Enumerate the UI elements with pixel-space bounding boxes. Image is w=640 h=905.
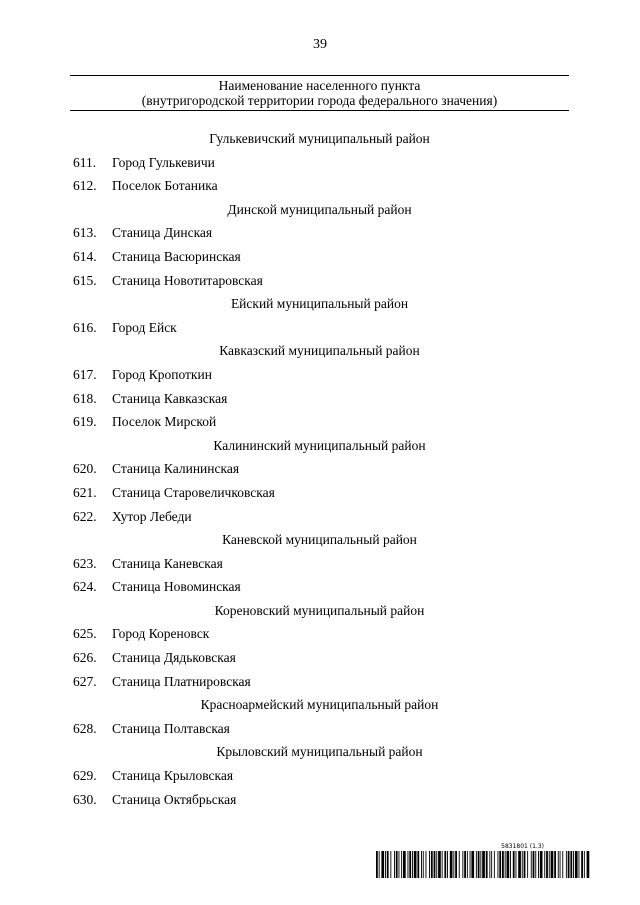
settlement-number: 614. <box>73 248 97 264</box>
district-heading: Кавказский муниципальный район <box>219 343 420 359</box>
settlement-name: Город Кропоткин <box>112 366 212 382</box>
district-heading: Крыловский муниципальный район <box>216 744 423 760</box>
settlement-number: 620. <box>73 461 97 477</box>
barcode-code: 5831801 (1.3) <box>501 843 544 850</box>
settlement-name: Станица Новотитаровская <box>112 272 263 288</box>
settlement-row <box>70 151 569 175</box>
settlement-number: 626. <box>73 650 97 666</box>
header-line-2: (внутригородской территории города федерального значения) <box>141 93 498 108</box>
settlement-row <box>70 221 569 245</box>
settlement-name: Станица Платнировская <box>112 673 251 689</box>
settlement-row <box>70 363 569 387</box>
settlement-number: 623. <box>73 555 97 571</box>
barcode-image <box>376 851 590 878</box>
settlement-row <box>70 410 569 434</box>
settlement-number: 618. <box>73 390 97 406</box>
settlement-row <box>70 788 569 812</box>
header-top-rule <box>70 75 569 76</box>
settlement-row <box>70 575 569 599</box>
header-bottom-rule <box>70 110 569 111</box>
district-heading: Красноармейский муниципальный район <box>200 697 439 713</box>
header-line-1: Наименование населенного пункта <box>218 78 421 93</box>
settlement-name: Хутор Лебеди <box>112 508 192 524</box>
settlement-name: Поселок Мирской <box>112 414 217 430</box>
settlement-name: Станица Старовеличковская <box>112 484 275 500</box>
settlement-name: Станица Новоминская <box>112 579 241 595</box>
settlement-number: 622. <box>73 508 97 524</box>
settlement-number: 615. <box>73 272 97 288</box>
district-heading: Гулькевичский муниципальный район <box>209 131 430 146</box>
settlement-name: Станица Крыловская <box>112 768 234 784</box>
settlement-name: Поселок Ботаника <box>112 178 218 194</box>
settlement-name: Станица Васюринская <box>112 248 241 264</box>
settlement-name: Станица Динская <box>112 225 213 241</box>
settlement-name: Город Ейск <box>112 319 177 335</box>
settlement-number: 611. <box>73 154 97 170</box>
settlement-name: Станица Дядьковская <box>112 650 236 666</box>
settlement-number: 613. <box>73 225 97 241</box>
barcode-block <box>376 843 590 879</box>
settlement-number: 624. <box>73 579 97 595</box>
settlement-row <box>70 670 569 694</box>
settlement-row <box>70 717 569 741</box>
settlement-row <box>70 174 569 198</box>
settlement-row <box>70 457 569 481</box>
settlement-row <box>70 316 569 340</box>
settlement-number: 628. <box>73 720 97 736</box>
settlement-row <box>70 245 569 269</box>
settlement-number: 630. <box>73 791 97 807</box>
settlement-name: Станица Калининская <box>112 461 240 477</box>
settlement-row <box>70 387 569 411</box>
settlement-number: 612. <box>73 178 97 194</box>
settlement-number: 617. <box>73 366 97 382</box>
settlement-number: 627. <box>73 673 97 689</box>
settlement-row <box>70 552 569 576</box>
settlement-name: Станица Кавказская <box>112 390 228 406</box>
settlement-number: 621. <box>73 484 97 500</box>
settlement-number: 625. <box>73 626 97 642</box>
district-heading: Кореновский муниципальный район <box>214 602 425 618</box>
settlement-list <box>70 127 569 811</box>
settlement-number: 629. <box>73 768 97 784</box>
settlement-number: 619. <box>73 414 97 430</box>
settlement-row <box>70 764 569 788</box>
page-number: 39 <box>313 37 327 52</box>
settlement-name: Город Гулькевичи <box>112 154 215 170</box>
settlement-name: Станица Полтавская <box>112 720 230 736</box>
district-heading: Динской муниципальный район <box>227 201 412 217</box>
settlement-row <box>70 481 569 505</box>
settlement-row <box>70 646 569 670</box>
settlement-row <box>70 505 569 529</box>
settlement-row <box>70 622 569 646</box>
table-header <box>70 78 569 108</box>
settlement-name: Станица Каневская <box>112 555 223 571</box>
settlement-name: Город Кореновск <box>112 626 210 642</box>
district-heading: Калининский муниципальный район <box>213 437 426 453</box>
district-heading: Ейский муниципальный район <box>230 296 409 312</box>
district-heading: Каневской муниципальный район <box>222 532 417 548</box>
settlement-number: 616. <box>73 319 97 335</box>
settlement-row <box>70 269 569 293</box>
settlement-name: Станица Октябрьская <box>112 791 237 807</box>
